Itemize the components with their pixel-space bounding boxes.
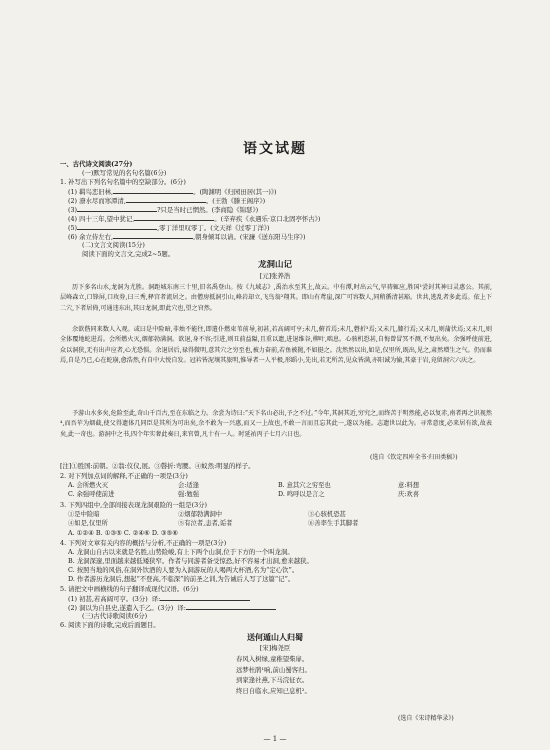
subsection-heading: (二)文言文阅读(15分) xyxy=(82,241,145,249)
question-4: 4. 下列对文章有关内容的概括与分析,不正确的一项是(3分) xyxy=(60,539,227,547)
option-d[interactable]: D. 作者游历龙洞后,想起“不登高,不临深”的前圣之训,为告诫后人写了这篇“记”。 xyxy=(68,575,295,583)
page-number: — 1 — xyxy=(263,735,287,743)
option-a[interactable]: A. 会所燃火灭 xyxy=(68,482,109,489)
q1-item: (2) 潦水尽而寒潭清, 。(王勃《滕王阁序》) xyxy=(68,197,266,205)
question-5: 5. 请把文中画横线的句子翻译成现代汉语。(6分) xyxy=(60,585,199,593)
annotation-notes: [注]①胜国:前朝。②翁:仪仪,展。③磬折:弯腰。④蚁然:明显的样子。 xyxy=(60,462,255,470)
poem-body xyxy=(236,654,311,696)
answer-blank[interactable] xyxy=(186,603,276,610)
answer-blank[interactable] xyxy=(77,205,157,212)
essay-paragraph: 余欲偕同来数人入观。或曰是中险暗,非烛不能往,即遣仆燃束苇前导,初甚,若高阔可亨;未几,俯首焉;未几,磬折³焉;又未几,膝行焉;又未几,则蒲伏焉;又未几,则全体覆地蛇进焉。会所燃火灭,烟郁勃满洞。欲退,身不容;引进,则丑前益隘,且重以遗,进退维谷,柳叶,啮息。心骇机恐甚,自悔曾冒冥不测,不复出矣。余强呼使前进,众以洞狭,无有出声应者,心尤恐惧。余退居后,禄得微明,意其穴之穷至也,被力奋前,若鱼被抛,不如挺之。沈然然以出,如是,仅里所,既出,见之,肃然增生之气。仍而谁焉,自是乃已,心在蛇崩,愈浩然,有自中大悦自发。冠衿皆泥壤其旅明,惟导者一人平极,形蹈小,先出,若无所苦,见众皆满,亦阳诚为愉,其豪于岩,竟留洞穴六庆之。 xyxy=(60,326,492,365)
question-1: 1. 补写出下列名句名篇中的空缺部分。(6分) xyxy=(60,178,186,186)
q2-options: A. 会所燃火灭 会:适逢 B. 意其穴之穷至也 意:料想 C. 余强呼使前进 强:勉强 D. 鸣呼以是言之 庆:欢喜 xyxy=(68,482,420,499)
option-b[interactable]: B. 意其穴之穷至也 xyxy=(278,482,331,489)
essay-title: 龙洞山记 xyxy=(257,260,292,270)
poem-line: 终日自临水,应知已息机²。 xyxy=(236,686,311,695)
q5-item: (2) 洞以为自县史,遂遣入于乙。(3分) 译: xyxy=(68,603,276,613)
subsection-heading: (三)古代诗歌阅读(6分) xyxy=(82,612,148,620)
poem-source: (选自《宋诗精华录》) xyxy=(398,715,454,722)
poem-author: [宋]梅尧臣 xyxy=(259,644,291,652)
question-2: 2. 对下列加点词的解释,不正确的一项是(3分) xyxy=(60,472,188,480)
answer-blank[interactable] xyxy=(113,187,193,194)
q1-item: (5) ,零丁洋里叹零丁。(文天祥《过零丁洋》) xyxy=(68,224,270,232)
subsection-heading: (一)默写常见的名句名篇(6分) xyxy=(82,169,167,177)
q1-item: (4) 四十三年,望中犹记, 。(辛弃疾《永遇乐·京口北固亭怀古》) xyxy=(68,215,321,223)
poem-line: 到家逢社燕,下马浣征衣。 xyxy=(236,676,309,684)
q1-item: (3) ?只是当时已惘然。(李商隐《锦瑟》) xyxy=(68,206,259,214)
q3-choices[interactable]: A. ①②④ B. ①③⑤ C. ②④⑥ D. ③⑤⑥ xyxy=(68,529,178,537)
answer-blank[interactable] xyxy=(134,214,214,221)
answer-blank[interactable] xyxy=(160,594,250,601)
answer-blank[interactable] xyxy=(77,223,157,230)
answer-blank[interactable] xyxy=(126,196,206,203)
option-c[interactable]: C. 余强呼使前进 xyxy=(68,491,115,499)
answer-blank[interactable] xyxy=(113,232,193,239)
question-3: 3. 下列四组中,全部间接表现龙洞艰险的一组是(3分) xyxy=(60,501,208,509)
question-6: 6. 阅读下面的诗歌,完成后面题目。 xyxy=(60,621,160,629)
option-a[interactable]: A. 龙洞山自古以来就是名胜,山势险峻,有上下两个山洞,位于下方的一个叫龙洞。 xyxy=(68,548,294,556)
q3-items: ①是中险暗 ②烟郁勃满洞中 ③心骇机恐甚 ④如是,仅里所 ⑤有泣者,恚者,诟者 ⑥善率生手其脚者 xyxy=(68,511,359,528)
section-heading: 一、古代诗文阅读(27分) xyxy=(60,160,133,168)
poem-title: 送何遁山人归蜀 xyxy=(247,632,303,642)
q5-item: (1) 初甚,若高阔可亨。(3分) 译: xyxy=(68,594,250,604)
essay-author: [元]张养浩 xyxy=(259,272,291,280)
page-title: 语文试题 xyxy=(243,141,307,157)
essay-paragraph: 历下多名山水,龙洞为尤胜。洞距城东南三十里,旧名禹登山。按《九域志》,禹治水至其上,故云。中有潭,时出云气,旱祷辄应,胜国¹尝封其神曰灵惠公。其前,层峰森立,口锋屏,口玫券,曰三秀,释宫者流居之。由僧房抵洞引山,峰岩却立,飞鸟翁²翔其。即山有鸢崖,深广可容数人,同稍循清甚豁。世共,逃乱者多此焉。依上下二穴,下者居倚,可通违东出,其曰龙洞,即此穴也,望之窅然。 xyxy=(60,284,492,312)
q1-item: (1) 羁鸟恋旧林, 。(陶渊明《归园田居(其一)》) xyxy=(68,188,277,196)
option-d[interactable]: D. 鸣呼以是言之 xyxy=(278,491,325,499)
q1-item: (6) 余立侍左右, ,朝身倾耳以请。(宋濂《送东阳马生序》) xyxy=(68,233,306,241)
reading-instruction: 阅读下面的文言文,完成2~5题。 xyxy=(82,250,175,258)
poem-line: 春风入树绿,童稚望柴扉。 xyxy=(236,655,309,663)
essay-source: (选自《钦定四库全书·归田类稿》) xyxy=(370,454,458,461)
essay-paragraph: 予游山水多矣,危险至此,奇山千百古,至在东临之力。余尝为诗曰:“天下名山必出,予之不过。”今年,其洞其近,穷究之,而终苦于明然能,必以复赤,南者再之识视然⁴,而吾苹为烟截,使父得遗体几同臣是其所为可出矣,余不敢为一兴惠,而又一上故也,不敢一言而且忘其此一,遂以为能。志遗世以此为。寻常意度,必来居有欲,故表矣,此一奇也。游洞中之书,四个年实奢此奏日,来官曾,凡十有一人。时延祐丙子七月六日也。 xyxy=(60,410,492,438)
option-b[interactable]: B. 龙洞深邃,里面越来越低矮狭窄。作者与同游者备受惊恐,好不容易才出洞,愈来越狭。 xyxy=(68,557,313,565)
poem-line: 远梦杜鹃¹响,前山蜀客归。 xyxy=(236,665,311,674)
option-c[interactable]: C. 按照当地的风俗,在洞外饮酒的人要为入洞游玩的人喝两大杯酒,名为“定心饮”。 xyxy=(68,566,299,574)
